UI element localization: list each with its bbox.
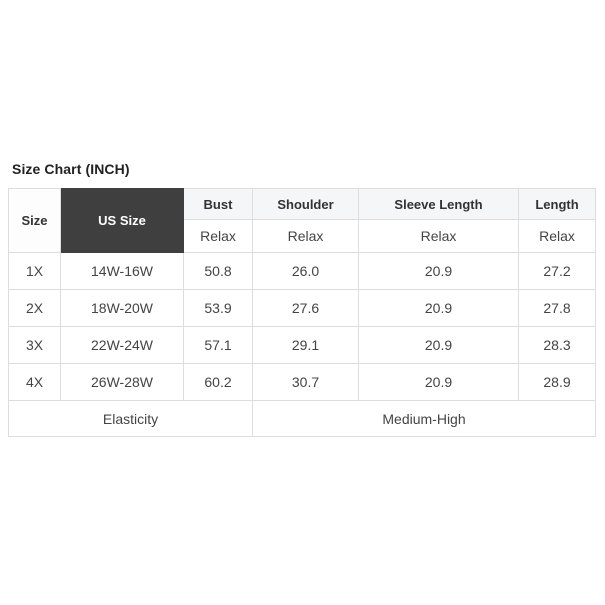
us-size-cell: 26W-28W: [61, 364, 184, 401]
us-size-cell: 22W-24W: [61, 327, 184, 364]
fit-cell-length: Relax: [519, 220, 596, 253]
length-value-cell: 28.9: [519, 364, 596, 401]
col-header-shoulder: Shoulder: [253, 189, 359, 220]
fit-cell-bust: Relax: [184, 220, 253, 253]
table-row: [9, 290, 596, 327]
col-header-bust: Bust: [184, 189, 253, 220]
fit-cell-sleeve-length: Relax: [359, 220, 519, 253]
fit-cell-shoulder: Relax: [253, 220, 359, 253]
elasticity-row: [9, 401, 596, 437]
col-header-sleeve-length: Sleeve Length: [359, 189, 519, 220]
us-size-cell: 18W-20W: [61, 290, 184, 327]
col-header-size: Size: [9, 189, 61, 253]
bust-value-cell: 50.8: [184, 253, 253, 290]
sleeve-length-value-cell: 20.9: [359, 290, 519, 327]
col-header-length: Length: [519, 189, 596, 220]
table-row: [9, 364, 596, 401]
size-label-cell: 1X: [9, 253, 61, 290]
col-header-us-size: US Size: [61, 189, 184, 253]
size-chart-title: Size Chart (INCH): [12, 161, 130, 177]
size-label-cell: 2X: [9, 290, 61, 327]
length-value-cell: 27.8: [519, 290, 596, 327]
sleeve-length-value-cell: 20.9: [359, 253, 519, 290]
shoulder-value-cell: 26.0: [253, 253, 359, 290]
elasticity-label: Elasticity: [9, 401, 253, 437]
size-label-cell: 4X: [9, 364, 61, 401]
size-label-cell: 3X: [9, 327, 61, 364]
header-row-measurements: [9, 189, 596, 220]
bust-value-cell: 57.1: [184, 327, 253, 364]
length-value-cell: 27.2: [519, 253, 596, 290]
shoulder-value-cell: 30.7: [253, 364, 359, 401]
bust-value-cell: 53.9: [184, 290, 253, 327]
us-size-cell: 14W-16W: [61, 253, 184, 290]
table-row: [9, 327, 596, 364]
length-value-cell: 28.3: [519, 327, 596, 364]
bust-value-cell: 60.2: [184, 364, 253, 401]
sleeve-length-value-cell: 20.9: [359, 327, 519, 364]
sleeve-length-value-cell: 20.9: [359, 364, 519, 401]
shoulder-value-cell: 29.1: [253, 327, 359, 364]
size-chart-table: [8, 188, 596, 437]
table-row: [9, 253, 596, 290]
shoulder-value-cell: 27.6: [253, 290, 359, 327]
elasticity-value: Medium-High: [253, 401, 596, 437]
